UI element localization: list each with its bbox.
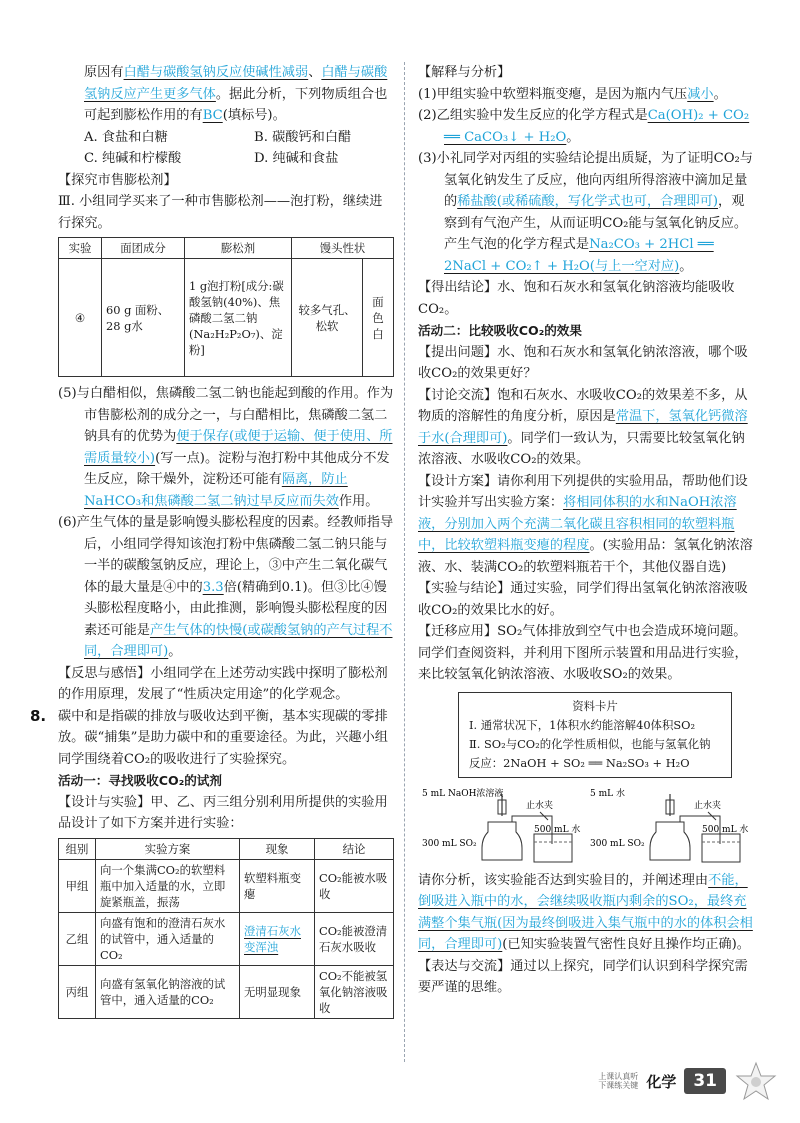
table-row xyxy=(59,859,394,912)
flask-icon xyxy=(482,822,522,860)
table-cell: 较多气孔、松软 xyxy=(292,259,363,377)
beaker-icon xyxy=(702,834,740,862)
table-header: 实验 xyxy=(59,238,102,259)
table-cell: 乙组 xyxy=(59,912,96,965)
activity-2-heading: 活动二：比较吸收CO₂的效果 xyxy=(418,323,582,338)
apparatus-diagram xyxy=(418,786,754,864)
paragraph-reflection: 【反思与感悟】小组同学在上述劳动实践中探明了膨松剂的作用原理，发展了“性质决定用途”的化学观念。 xyxy=(58,665,388,702)
info-card-line: Ⅱ. SO₂与CO₂的化学性质相似，也能与氢氧化钠反应：2NaOH + SO₂ ══ Na₂SO₃ + H₂O xyxy=(469,736,711,770)
info-card-title: 资料卡片 xyxy=(572,698,618,713)
paragraph-reason: 原因有白醋与碳酸氢钠反应使碱性减弱、白醋与碳酸氢钠反应产生更多气体。据此分析，下列物质组合也可起到膨松作用的有BC(填标号)。 xyxy=(84,65,388,123)
paragraph-express: 【表达与交流】通过以上探究，同学们认识到科学探究需要严谨的思维。 xyxy=(418,958,748,995)
option-a: A. 食盐和白糖 xyxy=(84,129,168,145)
answer-blank: BC xyxy=(202,108,223,123)
table-header: 面团成分 xyxy=(102,238,185,259)
answer-blank: 便于保存(或便于运输、便于使用、所需质量较小) xyxy=(84,429,393,466)
question-number: 8. xyxy=(30,706,47,725)
table-header: 组别 xyxy=(59,838,96,859)
star-badge-icon xyxy=(734,1061,778,1101)
answer-blank: Na₂CO₃ + 2HCl ══ 2NaCl + CO₂↑ + H₂O(与上一空对应) xyxy=(444,237,714,274)
paragraph-part3: Ⅲ. 小组同学买来了一种市售膨松剂——泡打粉，继续进行探究。 xyxy=(58,194,383,231)
table-cell: 无明显现象 xyxy=(240,965,315,1018)
table-cell xyxy=(240,912,315,965)
table-cell: 甲组 xyxy=(59,859,96,912)
table-leavening xyxy=(58,237,394,377)
paragraph-plan: 【设计方案】请你利用下列提供的实验用品，帮助他们设计实验并写出实验方案：将相同体积的水和NaOH浓溶液，分别加入两个充满二氧化碳且容积相同的软塑料瓶中，比较软塑料瓶变瘪的程度。(实验用品：氢氧化钠浓溶液、水、装满CO₂的软塑料瓶若干个，其他仪器自选) xyxy=(418,473,753,575)
answer-blank: 产生气体的快慢(或碳酸氢钠的产气过程不同，合理即可) xyxy=(84,622,393,659)
table-cell: 面色白 xyxy=(363,259,394,377)
question-6: (6)产生气体的量是影响馒头膨松程度的因素。经教师指导后，小组同学得知该泡打粉中焦磷酸二氢二钠只能与一半的碳酸氢钠反应，理论上，③中产生二氧化碳气体的最大量是④中的3.3倍(精确到0.1)。但③比④馒头膨松程度略小，由此推测，影响馒头膨松程度的因素还可能是产生气体的快慢(或碳酸氢钠的产气过程不同，合理即可)。 xyxy=(58,515,394,659)
table-header: 实验方案 xyxy=(96,838,240,859)
answer-blank: Ca(OH)₂ + CO₂ ══ CaCO₃↓ + H₂O xyxy=(444,108,750,145)
option-d: D. 纯碱和食盐 xyxy=(254,151,339,166)
table-cell: 60 g 面粉、28 g水 xyxy=(102,259,185,377)
answer-blank: 减小 xyxy=(687,86,714,102)
answer-blank: 将相同体积的水和NaOH浓溶液，分别加入两个充满二氧化碳且容积相同的软塑料瓶中，比较软塑料瓶变瘪的程度 xyxy=(418,495,737,553)
answer-blank: 3.3 xyxy=(202,579,224,595)
paragraph-conclusion: 【得出结论】水、饱和石灰水和氢氧化钠溶液均能吸收CO₂。 xyxy=(418,280,735,317)
analysis-1: (1)甲组实验中软塑料瓶变瘪，是因为瓶内气压减小。 xyxy=(418,86,727,102)
column-divider xyxy=(404,62,405,1062)
table-cell: CO₂能被水吸收 xyxy=(315,859,394,912)
activity-1-heading: 活动一：寻找吸收CO₂的试剂 xyxy=(58,773,222,788)
table-row xyxy=(59,912,394,965)
table-cell: 向一个集满CO₂的软塑料瓶中加入适量的水，立即旋紧瓶盖，振荡 xyxy=(96,859,240,912)
left-column xyxy=(30,62,394,1023)
answer-blank: 澄清石灰水变浑浊 xyxy=(244,923,301,954)
flask-label: 300 mL SO₂ xyxy=(422,838,477,849)
option-b: B. 碳酸钙和白醋 xyxy=(254,129,352,145)
table-cell: CO₂能被澄清石灰水吸收 xyxy=(315,912,394,965)
table-row xyxy=(59,965,394,1018)
paragraph-question: 【提出问题】水、饱和石灰水和氢氧化钠浓溶液，哪个吸收CO₂的效果更好？ xyxy=(418,344,748,381)
syringe-label: 5 mL NaOH浓溶液 xyxy=(422,788,504,799)
clamp-label: 止水夹 xyxy=(694,800,722,811)
question-5: (5)与白醋相似，焦磷酸二氢二钠也能起到酸的作用。作为市售膨松剂的成分之一，与白醋相比，焦磷酸二氢二钠具有的优势为便于保存(或便于运输、便于使用、所需质量较小)(写一点)。淀粉与泡打粉中其他成分不发生反应，除干燥外，淀粉还可能有隔离，防止NaHCO₃和焦磷酸二氢二钠过早反应而失效作用。 xyxy=(58,386,394,509)
clamp-label: 止水夹 xyxy=(526,800,554,811)
paragraph-discussion: 【讨论交流】饱和石灰水、水吸收CO₂的效果差不多，从物质的溶解性的角度分析，原因是常温下，氢氧化钙微溶于水(合理即可)。同学们一致认为，只需要比较氢氧化钠浓溶液、水吸收CO₂的效果。 xyxy=(418,387,748,467)
answer-blank: 白醋与碳酸氢钠反应产生更多气体 xyxy=(84,65,388,102)
paragraph-result: 【实验与结论】通过实验，同学们得出氢氧化钠浓溶液吸收CO₂的效果比水的好。 xyxy=(418,581,748,618)
beaker-label: 500 mL 水 xyxy=(534,824,581,835)
paragraph-transfer: 【迁移应用】SO₂气体排放到空气中也会造成环境问题。同学们查阅资料，并利用下图所示装置和用品进行实验，来比较氢氧化钠浓溶液、水吸收SO₂的效果。 xyxy=(418,624,748,682)
answer-blank: 不能，倒吸进入瓶中的水，会继续吸收瓶内剩余的SO₂，最终充满整个集气瓶(因为最终倒吸进入集气瓶中的水的体积会相同，合理即可) xyxy=(418,872,753,952)
table-cell: ④ xyxy=(59,259,102,377)
paragraph-design: 【设计与实验】甲、乙、丙三组分别利用所提供的实验用品设计了如下方案并进行实验： xyxy=(58,794,388,831)
page-number: 31 xyxy=(684,1068,726,1094)
answer-blank: 稀盐酸(或稀硫酸，写化学式也可，合理即可) xyxy=(457,194,719,209)
question-8: 8. 碳中和是指碳的排放与吸收达到平衡，基本实现碳的零排放。碳“捕集”是助力碳中和的重要途径。为此，兴趣小组同学围绕着CO₂的吸收进行了实验探究。 xyxy=(30,706,388,767)
table-cell: 向盛有氢氧化钠溶液的试管中，通入适量的CO₂ xyxy=(96,965,240,1018)
table-header: 现象 xyxy=(240,838,315,859)
beaker-icon xyxy=(534,834,572,862)
info-card xyxy=(458,692,732,778)
answer-blank: 常温下，氢氧化钙微溶于水(合理即可) xyxy=(418,409,748,446)
analysis-3: (3)小礼同学对丙组的实验结论提出质疑，为了证明CO₂与氢氧化钠发生了反应，他向丙组所得溶液中滴加足量的稀盐酸(或稀硫酸，写化学式也可，合理即可)，观察到有气泡产生，从而证明CO₂能与氢氧化钠反应。产生气泡的化学方程式是Na₂CO₃ + 2HCl ══ 2NaCl + CO₂↑ + H₂O(与上一空对应)。 xyxy=(418,151,753,274)
beaker-label: 500 mL 水 xyxy=(702,824,749,835)
syringe-label: 5 mL 水 xyxy=(590,788,625,799)
paragraph-evaluate: 请你分析，该实验能否达到实验目的，并阐述理由不能，倒吸进入瓶中的水，会继续吸收瓶内剩余的SO₂，最终充满整个集气瓶(因为最终倒吸进入集气瓶中的水的体积会相同，合理即可)(已知实验装置气密性良好且操作均正确)。 xyxy=(418,872,753,952)
table-header: 结论 xyxy=(315,838,394,859)
info-card-line: Ⅰ. 通常状况下，1体积水约能溶解40体积SO₂ xyxy=(469,717,696,732)
right-column xyxy=(418,62,754,999)
analysis-2: (2)乙组实验中发生反应的化学方程式是Ca(OH)₂ + CO₂ ══ CaCO₃↓ + H₂O。 xyxy=(418,108,750,145)
footer-slogan: 上课认真听 下课练关键 xyxy=(598,1072,639,1090)
section-heading: 【探究市售膨松剂】 xyxy=(58,172,177,188)
apparatus-right xyxy=(590,786,750,864)
table-cell: 向盛有饱和的澄清石灰水的试管中，通入适量的CO₂ xyxy=(96,912,240,965)
page-footer xyxy=(598,1061,778,1101)
table-cell: CO₂不能被氢氧化钠溶液吸收 xyxy=(315,965,394,1018)
option-c: C. 纯碱和柠檬酸 xyxy=(84,151,182,166)
table-header: 馒头性状 xyxy=(292,238,394,259)
answer-blank: 白醋与碳酸氢钠反应使碱性减弱 xyxy=(123,65,309,80)
table-header: 膨松剂 xyxy=(185,238,292,259)
table-groups xyxy=(58,838,394,1019)
flask-icon xyxy=(650,822,690,860)
table-cell: 丙组 xyxy=(59,965,96,1018)
table-cell: 1 g泡打粉[成分:碳酸氢钠(40%)、焦磷酸二氢二钠(Na₂H₂P₂O₇)、淀粉] xyxy=(185,259,292,377)
answer-blank: 隔离，防止NaHCO₃和焦磷酸二氢二钠过早反应而失效 xyxy=(84,472,348,509)
table-cell: 软塑料瓶变瘪 xyxy=(240,859,315,912)
subject-label: 化学 xyxy=(646,1072,677,1091)
section-heading: 【解释与分析】 xyxy=(418,65,511,80)
flask-label: 300 mL SO₂ xyxy=(590,838,645,849)
option-list xyxy=(58,127,394,170)
apparatus-left xyxy=(422,786,582,864)
